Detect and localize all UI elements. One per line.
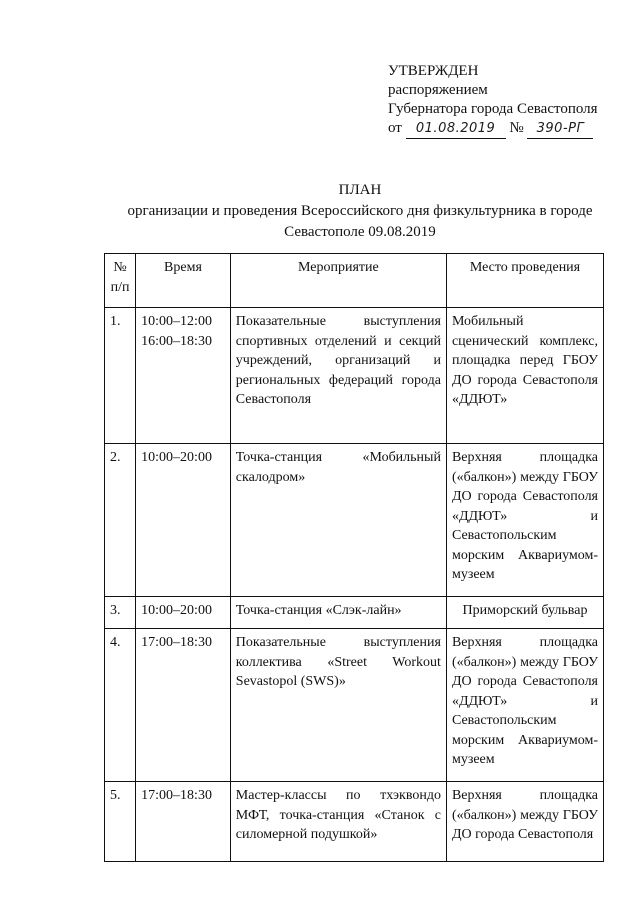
row-event: Показательные выступления спортивных отделений и секций учреждений, организаций и региональных федераций города Севастополя — [230, 308, 446, 444]
row-event: Показательные выступления коллектива «Street Workout Sevastopol (SWS)» — [230, 629, 446, 782]
row-time-slot: 17:00–18:30 — [141, 788, 212, 803]
row-time — [136, 308, 231, 444]
row-time-slot: 10:00–12:00 — [141, 314, 212, 329]
approval-line-order: распоряжением — [388, 82, 488, 98]
header-event: Мероприятие — [230, 254, 446, 308]
header-place: Место проведения — [446, 254, 603, 308]
from-label: от — [388, 120, 402, 136]
table-row — [105, 782, 604, 862]
row-num: 2. — [105, 444, 136, 597]
table-row — [105, 308, 604, 444]
row-num: 1. — [105, 308, 136, 444]
title-city-date: Севастополе 09.08.2019 — [284, 224, 436, 240]
row-time-slot: 10:00–20:00 — [141, 603, 212, 618]
title-subtitle: организации и проведения Всероссийского дня физкультурника в городе — [127, 203, 593, 219]
events-table — [104, 253, 604, 862]
header-time: Время — [136, 254, 231, 308]
approval-date-line — [388, 119, 598, 139]
row-time-slot: 16:00–18:30 — [141, 333, 212, 349]
row-time — [136, 597, 231, 629]
row-time — [136, 444, 231, 597]
row-time — [136, 629, 231, 782]
row-event: Точка-станция «Слэк-лайн» — [230, 597, 446, 629]
number-label: № — [509, 120, 524, 136]
row-time-slot: 17:00–18:30 — [141, 635, 212, 650]
row-time-slot: 10:00–20:00 — [141, 450, 212, 465]
table-row — [105, 629, 604, 782]
approval-heading: УТВЕРЖДЕН — [388, 63, 479, 79]
title-plan: ПЛАН — [338, 182, 382, 198]
row-event: Точка-станция «Мобильный скалодром» — [230, 444, 446, 597]
row-num: 5. — [105, 782, 136, 862]
approval-block — [388, 62, 598, 139]
row-num: 3. — [105, 597, 136, 629]
row-place: Верхняя площадка («балкон») между ГБОУ ДО города Севастополя «ДДЮТ» и Севастопольским морским Аквариумом-музеем — [446, 444, 603, 597]
table-row — [105, 597, 604, 629]
handwritten-number: 390-РГ — [527, 119, 593, 139]
header-num: № п/п — [105, 254, 136, 308]
document-title — [100, 180, 620, 243]
table-row — [105, 444, 604, 597]
row-place: Верхняя площадка («балкон») между ГБОУ ДО города Севастополя — [446, 782, 603, 862]
table-header-row — [105, 254, 604, 308]
row-event: Мастер-классы по тхэквондо МФТ, точка-станция «Станок с силомерной подушкой» — [230, 782, 446, 862]
row-place: Приморский бульвар — [446, 597, 603, 629]
row-place: Верхняя площадка («балкон») между ГБОУ ДО города Севастополя «ДДЮТ» и Севастопольским морским Аквариумом-музеем — [446, 629, 603, 782]
row-num: 4. — [105, 629, 136, 782]
handwritten-date: 01.08.2019 — [406, 119, 506, 139]
approval-line-governor: Губернатора города Севастополя — [388, 101, 598, 117]
row-time — [136, 782, 231, 862]
row-place: Мобильный сценический комплекс, площадка перед ГБОУ ДО города Севастополя «ДДЮТ» — [446, 308, 603, 444]
